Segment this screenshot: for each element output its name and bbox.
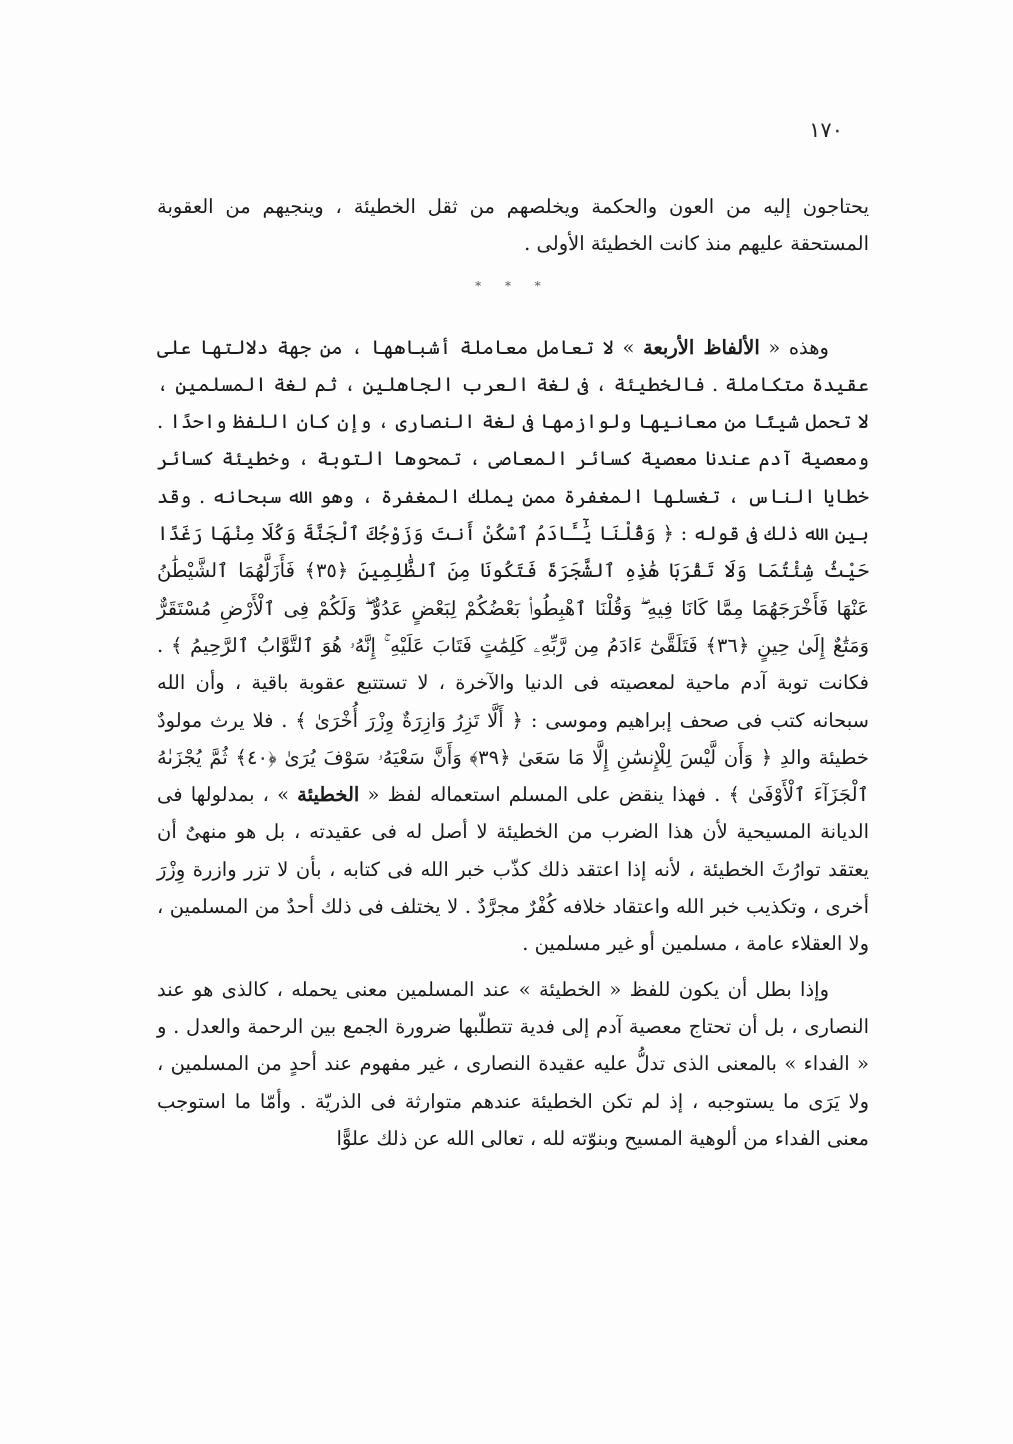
paragraph-2-text-c: . فكانت توبة آدم ماحية لمعصيته فى الدنيا والآخرة ، لا تستتبع عقوبة باقية ، وأن الله سبحانه كتب فى صحف إبراهيم وموسى : — [157, 633, 869, 732]
quran-quote-baqarah: ﴿ وَقُلْنَا يَٰٓـَٔادَمُ ٱسْكُنْ أَنتَ وَزَوْجُكَ ٱلْجَنَّةَ وَكُلَا مِنْهَا رَغَدًا حَيْثُ شِئْتُمَا وَلَا تَقْرَبَا هَٰذِهِ ٱلشَّجَرَةَ فَتَكُونَا مِنَ ٱلظَّٰلِمِينَ ﴿٣٥﴾ فَأَزَلَّهُمَا ٱلشَّيْطَٰنُ عَنْهَا فَأَخْرَجَهُمَا مِمَّا كَانَا فِيهِ ۖ وَقُلْنَا ٱهْبِطُوا۟ بَعْضُكُمْ لِبَعْضٍ عَدُوٌّ ۖ وَلَكُمْ فِى ٱلْأَرْضِ مُسْتَقَرٌّ وَمَتَٰعٌ إِلَىٰ حِينٍ ﴿٣٦﴾ فَتَلَقَّىٰٓ ءَادَمُ مِن رَّبِّهِۦ كَلِمَٰتٍ فَتَابَ عَلَيْهِ ۚ إِنَّهُۥ هُوَ ٱلتَّوَّابُ ٱلرَّحِيمُ ﴾ — [157, 522, 869, 657]
paragraph-1: يحتاجون إليه من العون والحكمة ويخلصهم من ثقل الخطيئة ، وينجيهم من العقوبة المستحقة عليهم منذ كانت الخطيئة الأولى . — [157, 195, 869, 256]
paragraph-2-text-a: وهذه « — [759, 335, 829, 359]
paragraph-2 — [157, 329, 869, 963]
paragraph-3: وإذا بطل أن يكون للفظ « الخطيئة » عند المسلمين معنى يحمله ، كالذى هو عند النصارى ، بل أن تحتاج معصية آدم إلى فدية تتطلّبها ضرورة الجمع بين الرحمة والعدل . و « الفداء » بالمعنى الذى تدلُّ عليه عقيدة النصارى ، غير مفهوم عند أحدٍ من المسلمين ، ولا يَرَى ما يستوجبه ، إذ لم تكن الخطيئة عندهم متوارثة فى الذريّة . وأمّا ما استوجب معنى الفداء من ألوهية المسيح وبنوّته لله ، تعالى الله عن ذلك علوًّا — [157, 977, 869, 1150]
quran-quote-najm-39-41: ﴿ وَأَن لَّيْسَ لِلْإِنسَٰنِ إِلَّا مَا سَعَىٰ ﴿٣٩﴾ وَأَنَّ سَعْيَهُۥ سَوْفَ يُرَىٰ ﴿٤٠﴾ ثُمَّ يُجْزَىٰهُ ٱلْجَزَآءَ ٱلْأَوْفَىٰ ﴾ — [157, 745, 869, 807]
paragraph-2-text-e: . فهذا ينقض على المسلم استعماله لفظ « — [359, 783, 729, 807]
section-separator: * * * — [475, 278, 551, 293]
page-number: ١٧٠ — [809, 118, 843, 142]
paragraph-2-text-f: » ، بمدلولها فى الديانة المسيحية لأن هذا الضرب من الخطيئة لا أصل له فى عقيدته ، بل هو منهىٌ أن يعتقد توارُثَ الخطيئة ، لأنه إذا اعتقد ذلك كذّب خبر الله فى كتابه ، بأن لا تزر وازرة وِزْرَ أخرى ، وتكذيب خبر الله واعتقاد خلافه كُفْرٌ مجرَّدٌ . لا يختلف فى ذلك أحدٌ من المسلمين ، ولا العقلاء عامة ، مسلمين أو غير مسلمين . — [157, 783, 869, 956]
quran-quote-najm-38: ﴿ أَلَّا تَزِرُ وَازِرَةٌ وِزْرَ أُخْرَىٰ ﴾ — [295, 708, 523, 732]
term-four-words: الألفاظ الأربعة — [643, 335, 760, 359]
paragraph-2-text-b: » لا تعامل معاملة أشباهها ، من جهة دلالتها على عقيدة متكاملة . فالخطيئة ، فى لغة العرب الجاهلين ، ثم لغة المسلمين ، لا تحمل شيئًا من معانيها ولوازمها فى لغة النصارى ، وإن كان اللفظ واحدًا . ومعصية آدم عندنا معصية كسائر المعاصى ، تمحوها التوبة ، وخطيئة كسائر خطايا الناس ، تغسلها المغفرة ممن يملك المغفرة ، وهو الله سبحانه . وقد بين الله ذلك فى قوله : — [157, 335, 869, 546]
paragraph-2-text-d: . فلا يرث مولودٌ خطيئة والدِ — [157, 708, 869, 769]
page-body — [157, 188, 869, 1157]
term-khatia: الخطيئة — [297, 783, 360, 807]
